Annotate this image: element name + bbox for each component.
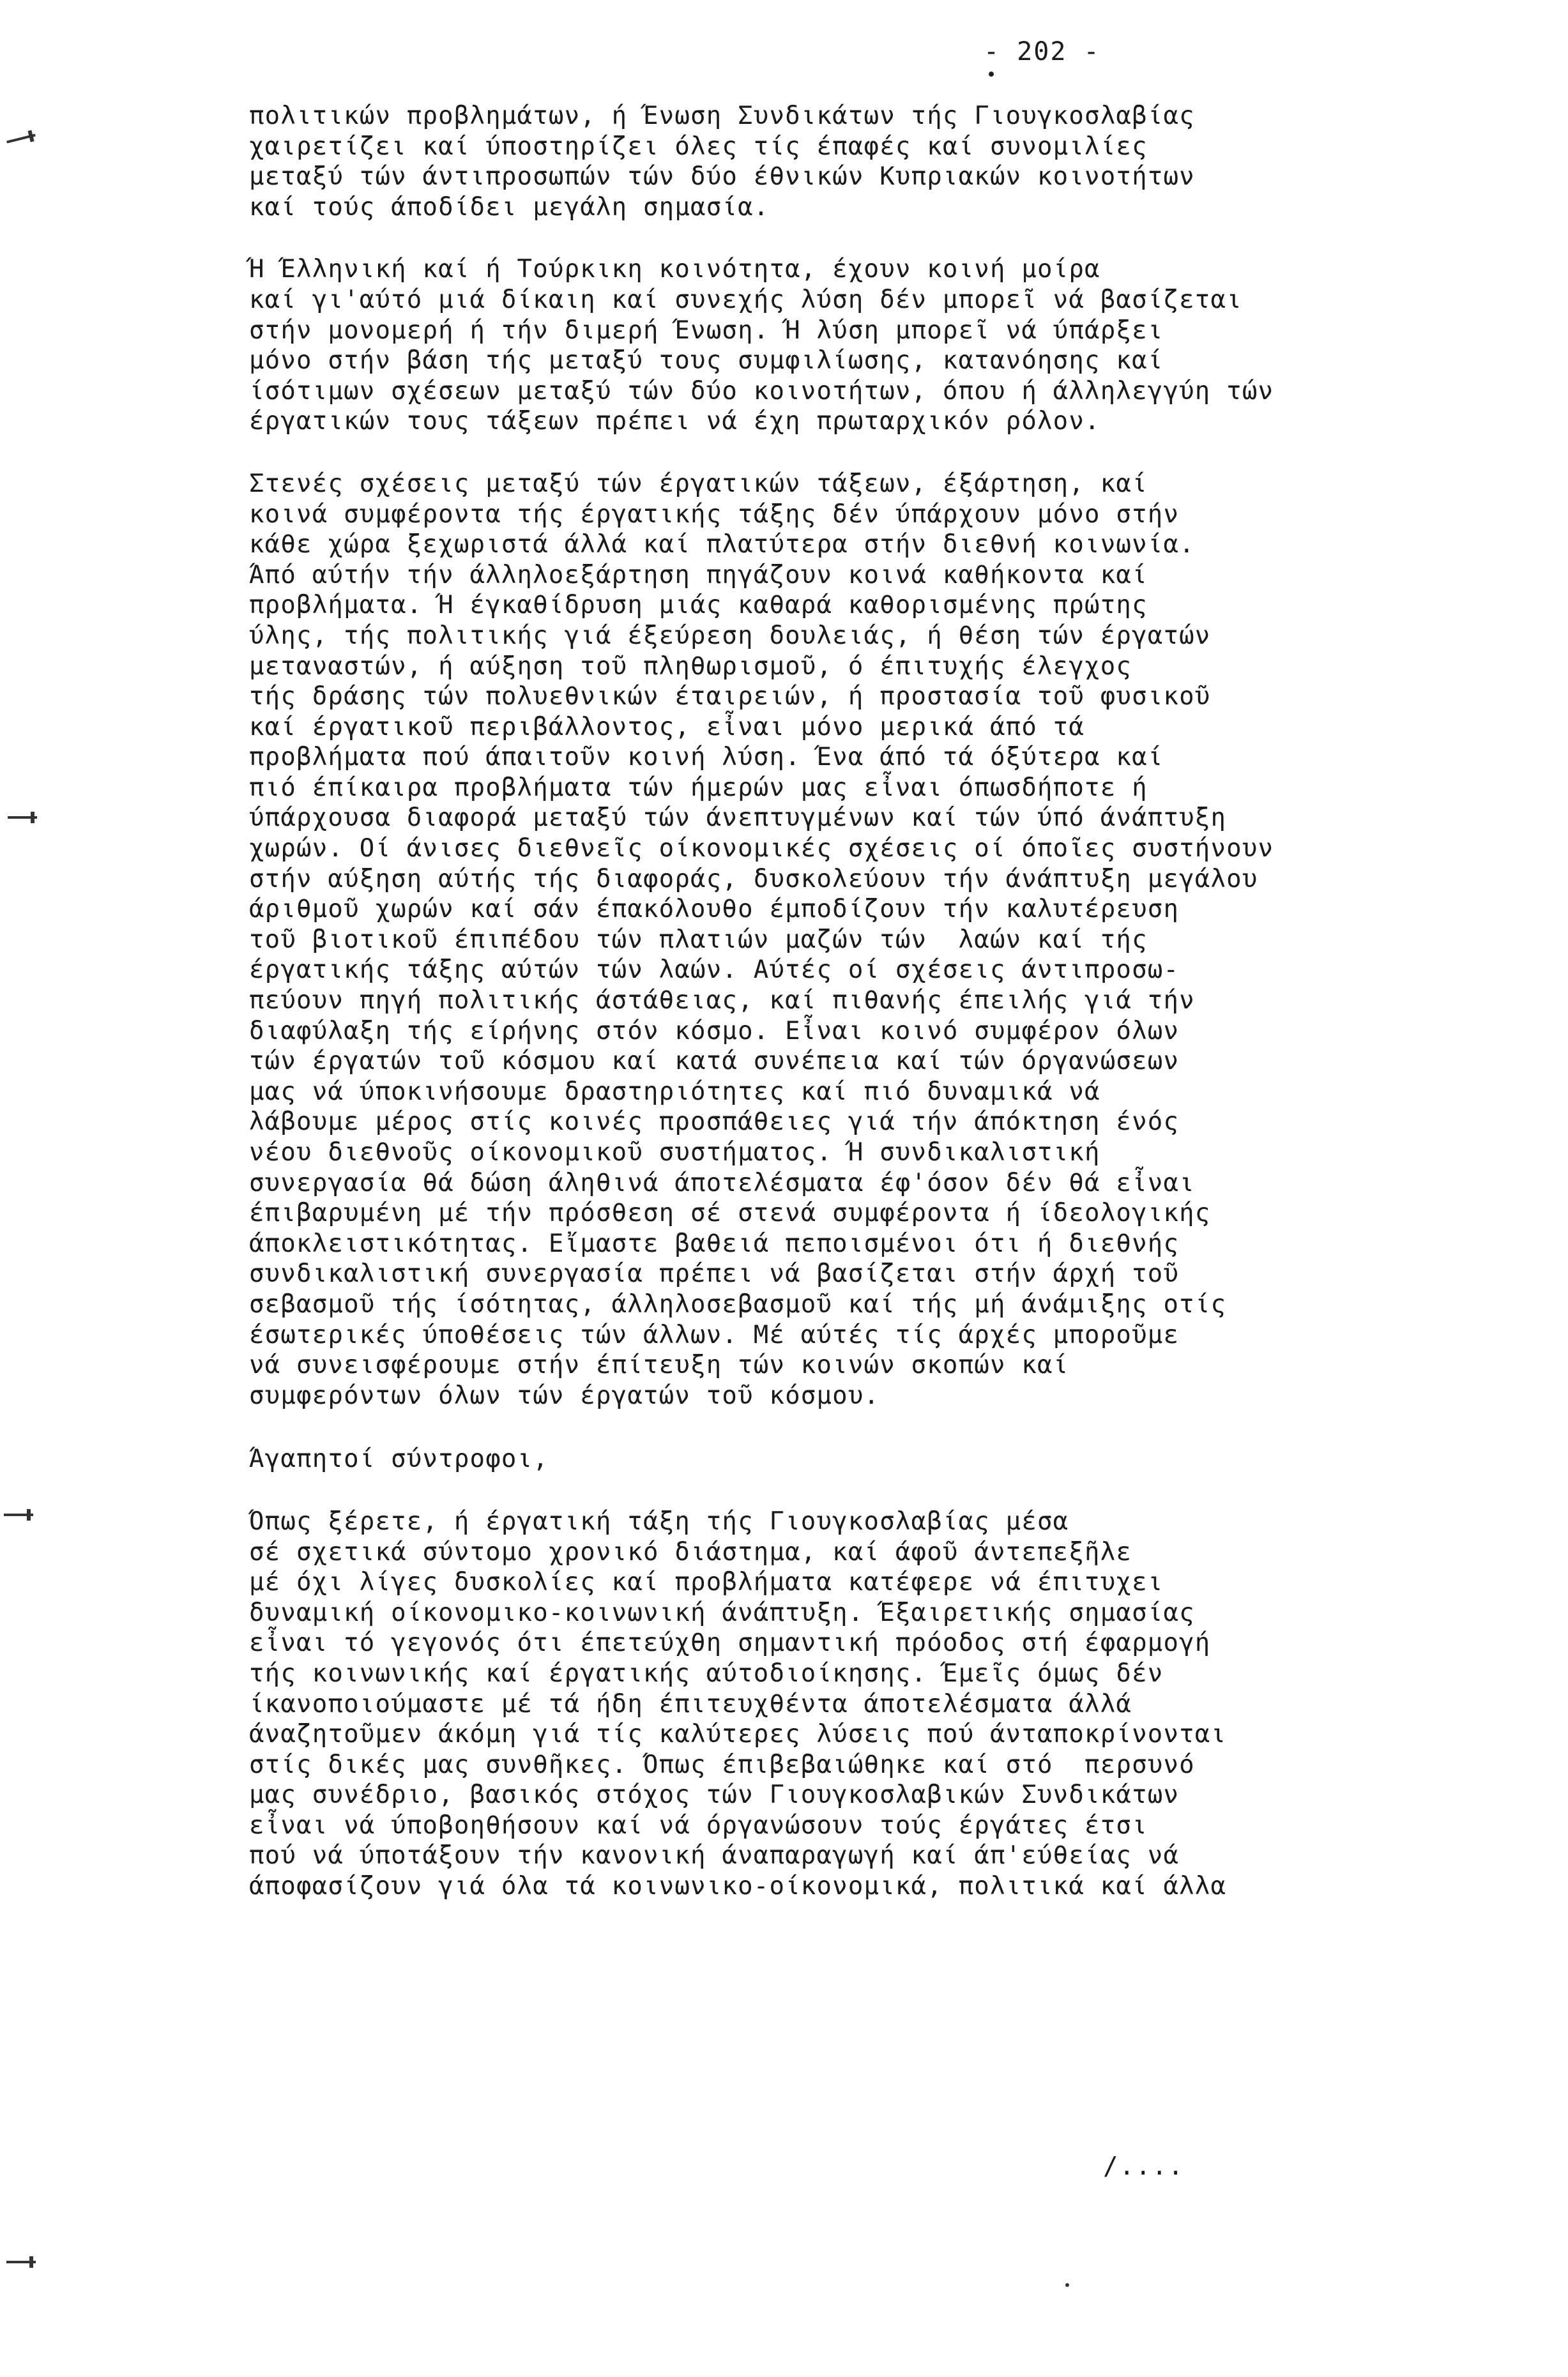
paragraph-yugoslav-development: Όπως ξέρετε, ή έργατική τάξη τής Γιουγκοσλαβίας μέσα σέ σχετικά σύντομο χρονικό διάστημα, καί άφοῦ άντεπεξῆλε μέ όχι λίγες δυσκολίες καί προβλήματα κατέφερε νά έπιτυχει δυναμική οίκονομικο-κοινωνική άνάπτυξη. Έξαιρετικής σημασίας εἶναι τό γεγονός ότι έπετεύχθη σημαντική πρόοδος στή έφαρμογή τής κοινωνικής καί έργατικής αύτοδιοίκησης. Έμεῖς όμως δέν ίκανοποιούμαστε μέ τά ήδη έπιτευχθέντα άποτελέσματα άλλά άναζητοῦμεν άκόμη γιά τίς καλύτερες λύσεις πού άνταποκρίνονται στίς δικές μας συνθῆκες. Όπως έπιβεβαιώθηκε καί στό περσυνό μας συνέδριο, βασικός στόχος τών Γιουγκοσλαβικών Συνδικάτων εἶναι νά ύποβοηθήσουν καί νά όργανώσουν τούς έργάτες έτσι πού νά ύποτάξουν τήν κανονική άναπαραγωγή καί άπ'εύθείας νά άποφασίζουν γιά όλα τά κοινωνικο-οίκονομικά, πολιτικά καί άλλα [249,1507,1227,1901]
salutation: Άγαπητοί σύντροφοι, [249,1445,549,1474]
document-body [249,101,1514,1902]
page-number: - 202 - [984,37,1100,66]
paragraph-communities: Ή Έλληνική καί ή Τούρκικη κοινότητα, έχουν κοινή μοίρα καί γι'αύτό μιά δίκαιη καί συνεχής λύση δέν μπορεῖ νά βασίζεται στήν μονομερή ή τήν διμερή Ένωση. Ή λύση μπορεῖ νά ύπάρξει μόνο στήν βάση τής μεταξύ τους συμφιλίωσης, κατανόησης καί ίσότιμων σχέσεων μεταξύ τών δύο κοινοτήτων, όπου ή άλληλεγγύη τών έργατικών τους τάξεων πρέπει νά έχη πρωταρχικόν ρόλον. [249,255,1274,436]
binding-hole-mark-icon [8,816,37,819]
binding-hole-mark-icon [6,133,36,143]
binding-hole-mark-icon [4,1514,33,1516]
continuation-mark: /.... [1103,2152,1185,2181]
paragraph-cyprus-contacts: πολιτικών προβλημάτων, ή Ένωση Συνδικάτων τής Γιουγκοσλαβίας χαιρετίζει καί ύποστηρίζει όλες τίς έπαφές καί συνομιλίες μεταξύ τών άντιπροσωπών τών δύο έθνικών Κυπριακών κοινοτήτων καί τούς άποδίδει μεγάλη σημασία. [249,102,1195,222]
ink-dot [989,72,994,77]
paragraph-working-class-relations: Στενές σχέσεις μεταξύ τών έργατικών τάξεων, έξάρτηση, καί κοινά συμφέροντα τής έργατικής τάξης δέν ύπάρχουν μόνο στήν κάθε χώρα ξεχωριστά άλλά καί πλατύτερα στήν διεθνή κοινωνία. Άπό αύτήν τήν άλληλοεξάρτηση πηγάζουν κοινά καθήκοντα καί προβλήματα. Ή έγκαθίδρυση μιάς καθαρά καθορισμένης πρώτης ύλης, τής πολιτικής γιά έξεύρεση δουλειάς, ή θέση τών έργατών μεταναστών, ή αύξηση τοῦ πληθωρισμοῦ, ό έπιτυχής έλεγχος τής δράσης τών πολυεθνικών έταιρειών, ή προστασία τοῦ φυσικοῦ καί έργατικοῦ περιβάλλοντος, εἶναι μόνο μερικά άπό τά προβλήματα πού άπαιτοῦν κοινή λύση. Ένα άπό τά όξύτερα καί πιό έπίκαιρα προβλήματα τών ήμερών μας εἶναι όπωσδήποτε ή ύπάρχουσα διαφορά μεταξύ τών άνεπτυγμένων καί τών ύπό άνάπτυξη χωρών. Οί άνισες διεθνεῖς οίκονομικές σχέσεις οί όποῖες συστήνουν στήν αύξηση αύτής τής διαφοράς, δυσκολεύουν τήν άνάπτυξη μεγάλου άριθμοῦ χωρών καί σάν έπακόλουθο έμποδίζουν τήν καλυτέρευση τοῦ βιοτικοῦ έπιπέδου τών πλατιών μαζών τών λαών καί τής έργατικής τάξης αύτών τών λαών. Αύτές οί σχέσεις άντιπροσω- πεύουν πηγή πολιτικής άστάθειας, καί πιθανής έπειλής γιά τήν διαφύλαξη τής είρήνης στόν κόσμο. Εἶναι κοινό συμφέρον όλων τών έργατών τοῦ κόσμου καί κατά συνέπεια καί τών όργανώσεων μας νά ύποκινήσουμε δραστηριότητες καί πιό δυναμικά νά λάβουμε μέρος στίς κοινές προσπάθειες γιά τήν άπόκτηση ένός νέου διεθνοῦς οίκονομικοῦ συστήματος. Ή συνδικαλιστική συνεργασία θά δώση άληθινά άποτελέσματα έφ'όσον δέν θά εἶναι έπιβαρυμένη μέ τήν πρόσθεση σέ στενά συμφέροντα ή ίδεολογικής άποκλειστικότητας. Εἴμαστε βαθειά πεποισμένοι ότι ή διεθνής συνδικαλιστική συνεργασία πρέπει νά βασίζεται στήν άρχή τοῦ σεβασμοῦ τής ίσότητας, άλληλοσεβασμοῦ καί τής μή άνάμιξης οτίς έσωτερικές ύποθέσεις τών άλλων. Μέ αύτές τίς άρχές μποροῦμε νά συνεισφέρουμε στήν έπίτευξη τών κοινών σκοπών καί συμφερόντων όλων τών έργατών τοῦ κόσμου. [249,469,1274,1410]
ink-speck [1065,2283,1069,2287]
binding-hole-mark-icon [6,2261,36,2263]
